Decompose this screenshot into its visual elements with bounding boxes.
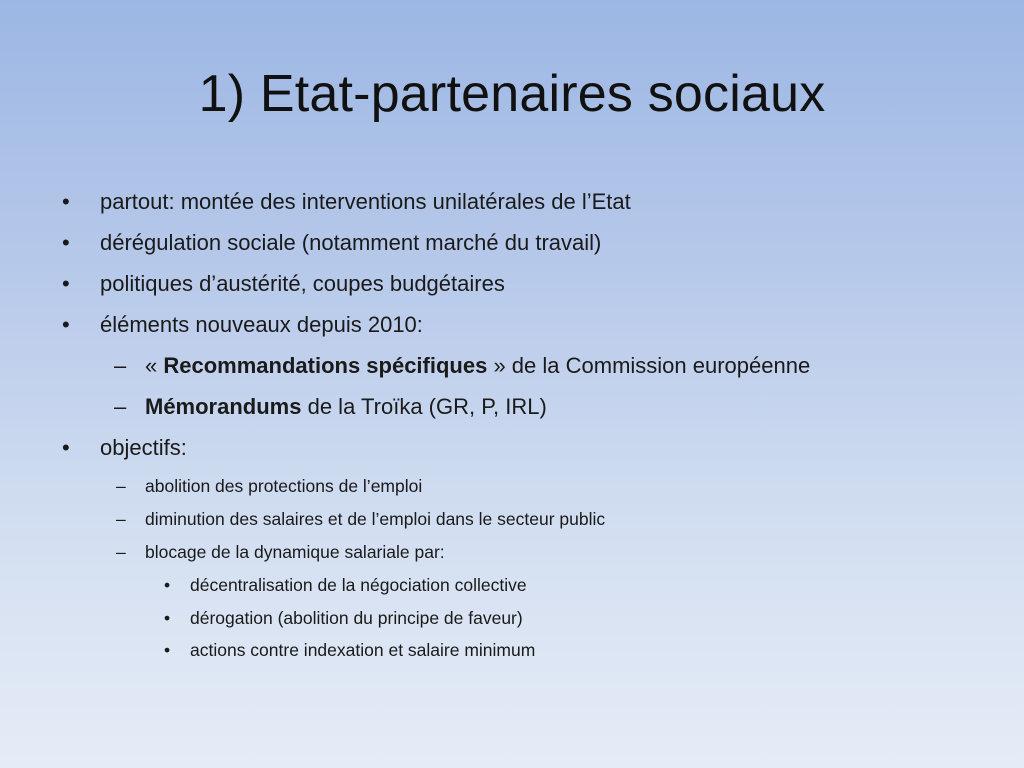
dash-icon: –	[114, 353, 127, 378]
bullet-text: dérégulation sociale (notamment marché du travail)	[100, 230, 602, 255]
sub-bullet-prefix: «	[145, 353, 164, 378]
bullet-item	[56, 183, 996, 224]
sub-bullet-text: » de la Commission européenne	[487, 353, 811, 378]
sub-sub-bullet-text: décentralisation de la négociation collective	[190, 575, 527, 595]
bullet-icon: •	[62, 271, 70, 296]
dash-icon: –	[114, 394, 127, 419]
sub-bullet-text: diminution des salaires et de l’emploi dans le secteur public	[145, 509, 606, 529]
sub-sub-bullet-item	[56, 602, 996, 635]
sub-bullet-item	[56, 503, 996, 536]
sub-bullet-item	[56, 347, 996, 388]
slide-title: 1) Etat-partenaires sociaux	[198, 65, 826, 123]
bullet-icon: •	[164, 640, 171, 660]
sub-sub-bullet-item	[56, 569, 996, 602]
sub-bullet-text: abolition des protections de l’emploi	[145, 476, 423, 496]
sub-sub-bullet-text: dérogation (abolition du principe de faveur)	[190, 607, 523, 628]
sub-bullet-bold-text: Recommandations spécifiques	[163, 353, 488, 378]
bullet-text: éléments nouveaux depuis 2010:	[100, 312, 423, 337]
bullet-item	[56, 429, 996, 470]
bullet-icon: •	[164, 575, 171, 595]
bullet-text: objectifs:	[100, 435, 187, 460]
bullet-icon: •	[62, 312, 70, 337]
sub-bullet-text: de la Troïka (GR, P, IRL)	[301, 394, 547, 419]
bullet-icon: •	[164, 607, 171, 628]
sub-sub-bullet-text: actions contre indexation et salaire minimum	[190, 640, 536, 660]
sub-bullet-item	[56, 536, 996, 569]
bullet-icon: •	[62, 435, 70, 460]
sub-bullet-text: blocage de la dynamique salariale par:	[145, 542, 445, 562]
bullet-item	[56, 224, 996, 265]
sub-bullet-item	[56, 470, 996, 503]
bullet-text: partout: montée des interventions unilatérales de l’Etat	[100, 189, 631, 214]
dash-icon: –	[116, 542, 126, 562]
dash-icon: –	[116, 476, 126, 496]
bullet-icon: •	[62, 189, 70, 214]
slide-content	[56, 183, 996, 667]
bullet-item	[56, 306, 996, 347]
bullet-icon: •	[62, 230, 70, 255]
bullet-text: politiques d’austérité, coupes budgétaires	[100, 271, 505, 296]
sub-sub-bullet-item	[56, 634, 996, 667]
sub-bullet-bold-text: Mémorandums	[145, 394, 302, 419]
dash-icon: –	[116, 509, 126, 529]
bullet-item	[56, 265, 996, 306]
sub-bullet-item	[56, 388, 996, 429]
